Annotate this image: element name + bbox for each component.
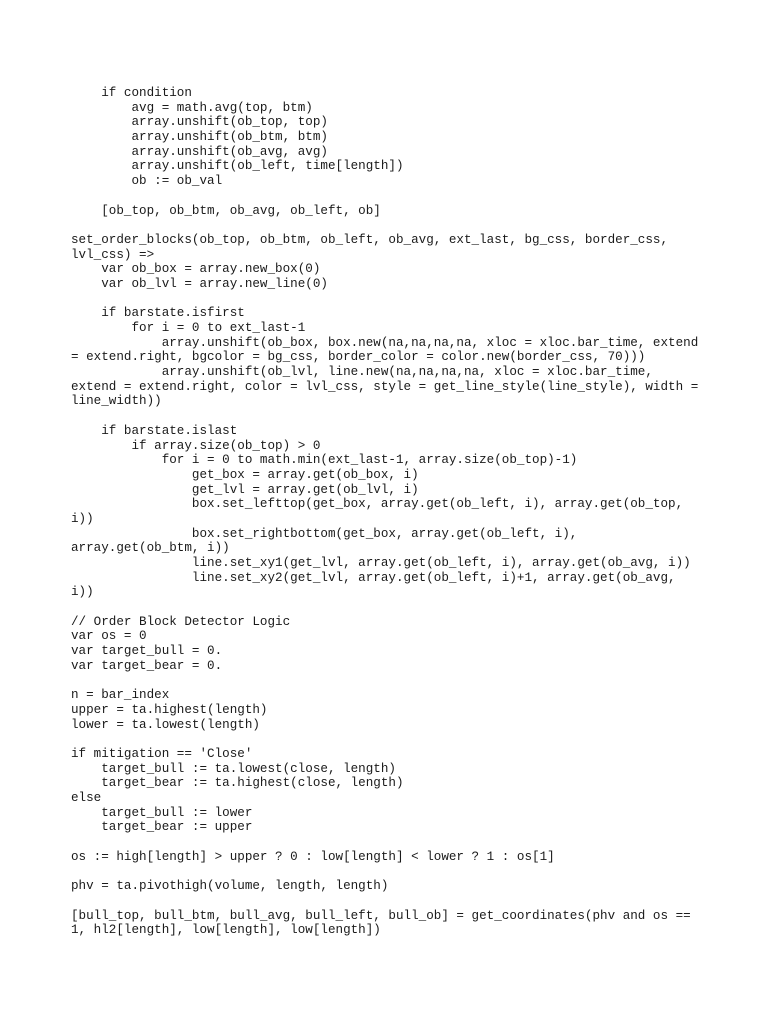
code-line: if condition xyxy=(71,86,192,100)
code-line xyxy=(71,292,711,307)
code-line: n = bar_index xyxy=(71,688,170,703)
code-line: target_bear := upper xyxy=(71,820,253,835)
code-line xyxy=(71,674,711,689)
code-line: lvl_css) => xyxy=(71,247,155,262)
code-line: // Order Block Detector Logic xyxy=(71,614,291,629)
code-line: var target_bear = 0. xyxy=(71,658,223,673)
code-line: for i = 0 to ext_last-1 xyxy=(71,321,306,335)
code-line: ob := ob_val xyxy=(71,174,223,189)
code-line: var ob_box = array.new_box(0) xyxy=(71,262,321,277)
code-line: [ob_top, ob_btm, ob_avg, ob_left, ob] xyxy=(71,203,381,218)
code-line: target_bull := lower xyxy=(71,805,253,820)
code-line xyxy=(71,218,711,233)
code-line: upper = ta.highest(length) xyxy=(71,702,268,717)
code-line xyxy=(71,894,711,909)
code-line xyxy=(71,409,711,424)
code-line: array.unshift(ob_avg, avg) xyxy=(71,144,328,159)
code-line: if mitigation == 'Close' xyxy=(71,746,253,761)
code-line xyxy=(71,600,711,615)
code-line: var target_bull = 0. xyxy=(71,644,223,659)
code-line: if barstate.islast xyxy=(71,423,238,438)
code-line: set_order_blocks(ob_top, ob_btm, ob_left, ob_avg, ext_last, bg_css, border_css, xyxy=(71,232,669,247)
code-line: avg = math.avg(top, btm) xyxy=(71,100,313,115)
code-line: if barstate.isfirst xyxy=(71,306,245,321)
code-line: line.set_xy2(get_lvl, array.get(ob_left, i)+1, array.get(ob_avg, xyxy=(71,570,676,585)
code-line xyxy=(71,835,711,850)
code-line xyxy=(71,189,711,204)
code-line: var os = 0 xyxy=(71,629,147,644)
code-line xyxy=(71,864,711,879)
code-line: [bull_top, bull_btm, bull_avg, bull_left, bull_ob] = get_coordinates(phv and os == xyxy=(71,908,691,923)
code-line: get_box = array.get(ob_box, i) xyxy=(71,467,419,482)
code-line: target_bear := ta.highest(close, length) xyxy=(71,776,404,791)
code-line: array.unshift(ob_left, time[length]) xyxy=(71,159,404,174)
code-line: i)) xyxy=(71,585,94,600)
code-line: = extend.right, bgcolor = bg_css, border_color = color.new(border_css, 70))) xyxy=(71,350,646,365)
code-line: array.unshift(ob_box, box.new(na,na,na,na, xloc = xloc.bar_time, extend xyxy=(71,335,699,350)
code-line: array.get(ob_btm, i)) xyxy=(71,541,230,556)
code-line: os := high[length] > upper ? 0 : low[length] < lower ? 1 : os[1] xyxy=(71,849,555,864)
code-line: if array.size(ob_top) > 0 xyxy=(71,438,321,453)
code-line: lower = ta.lowest(length) xyxy=(71,717,260,732)
code-line: i)) xyxy=(71,511,94,526)
code-block xyxy=(71,86,711,938)
code-line: target_bull := ta.lowest(close, length) xyxy=(71,761,396,776)
code-line: box.set_lefttop(get_box, array.get(ob_left, i), array.get(ob_top, xyxy=(71,497,684,512)
code-line: array.unshift(ob_lvl, line.new(na,na,na,na, xloc = xloc.bar_time, xyxy=(71,365,653,380)
code-line: box.set_rightbottom(get_box, array.get(ob_left, i), xyxy=(71,526,578,541)
code-line: line_width)) xyxy=(71,394,162,409)
code-line: line.set_xy1(get_lvl, array.get(ob_left, i), array.get(ob_avg, i)) xyxy=(71,556,691,570)
code-line: else xyxy=(71,791,102,805)
code-line: get_lvl = array.get(ob_lvl, i) xyxy=(71,482,419,497)
code-line: phv = ta.pivothigh(volume, length, length) xyxy=(71,879,389,894)
code-line: array.unshift(ob_top, top) xyxy=(71,115,328,130)
code-line: extend = extend.right, color = lvl_css, style = get_line_style(line_style), width = xyxy=(71,379,699,394)
code-line: var ob_lvl = array.new_line(0) xyxy=(71,276,328,291)
code-line: array.unshift(ob_btm, btm) xyxy=(71,130,328,145)
code-line: 1, hl2[length], low[length], low[length]) xyxy=(71,923,381,938)
code-line: for i = 0 to math.min(ext_last-1, array.size(ob_top)-1) xyxy=(71,453,578,468)
code-line xyxy=(71,732,711,747)
